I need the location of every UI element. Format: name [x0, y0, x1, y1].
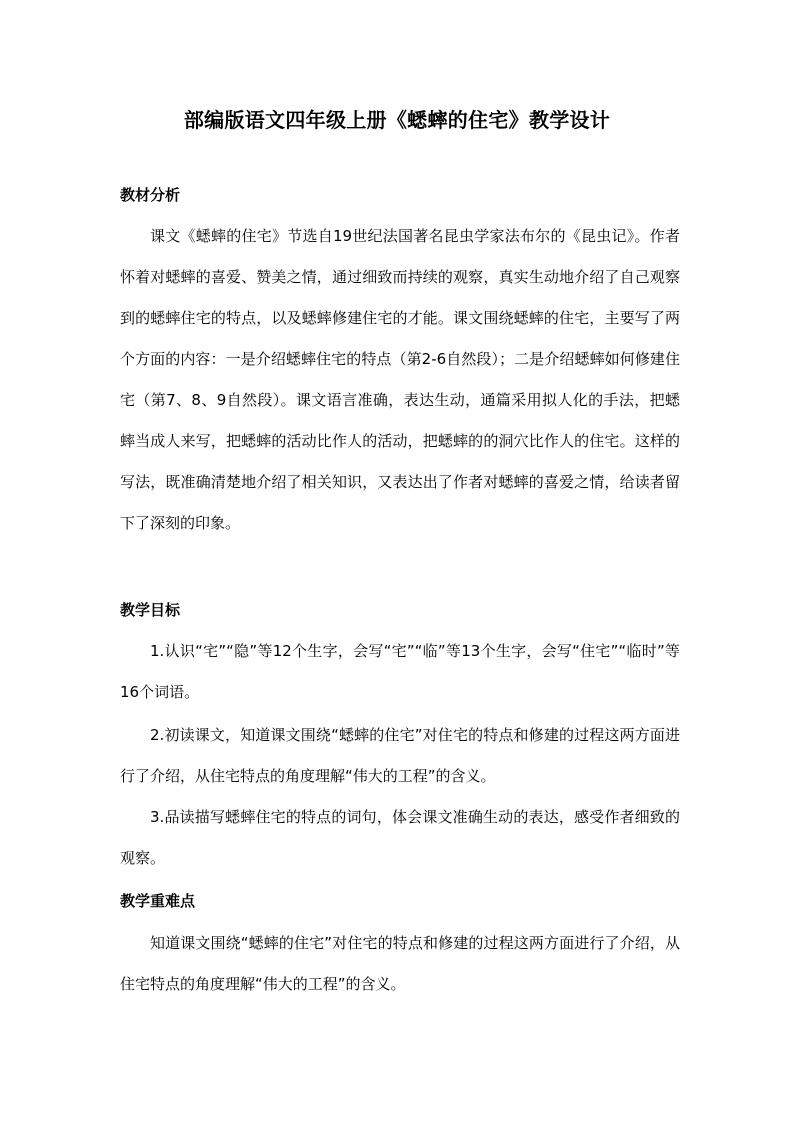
- paragraph-key-difficulties: 知道课文围绕“蟋蟀的住宅”对住宅的特点和修建的过程这两方面进行了介绍，从住宅特点的角度理解“伟大的工程”的含义。: [120, 934, 680, 993]
- paragraph-goal-3: 3.品读描写蟋蟀住宅的特点的词句，体会课文准确生动的表达，感受作者细致的观察。: [120, 808, 680, 867]
- section-heading-teaching-goals: 教学目标: [120, 601, 181, 619]
- paragraph-goal-2: 2.初读课文，知道课文围绕“蟋蟀的住宅”对住宅的特点和修建的过程这两方面进行了介绍，从住宅特点的角度理解“伟大的工程”的含义。: [120, 726, 680, 785]
- section-heading-key-difficulties: 教学重难点: [120, 892, 196, 910]
- paragraph-material-analysis: 课文《蟋蟀的住宅》节选自19世纪法国著名昆虫学家法布尔的《昆虫记》。作者怀着对蟋蟀的喜爱、赞美之情，通过细致而持续的观察，真实生动地介绍了自己观察到的蟋蟀住宅的特点，以及蟋蟀修建住宅的才能。课文围绕蟋蟀的住宅，主要写了两个方面的内容：一是介绍蟋蟀住宅的特点（第2-6自然段）；二是介绍蟋蟀如何修建住宅（第7、8、9自然段）。课文语言准确，表达生动，通篇采用拟人化的手法，把蟋蟀当成人来写，把蟋蟀的活动比作人的活动，把蟋蟀的的洞穴比作人的住宅。这样的写法，既准确清楚地介绍了相关知识，又表达出了作者对蟋蟀的喜爱之情，给读者留下了深刻的印象。: [120, 227, 680, 532]
- section-heading-material-analysis: 教材分析: [120, 186, 181, 204]
- paragraph-goal-1: 1.认识“宅”“隐”等12个生字，会写“宅”“临”等13个生字，会写“住宅”“临时”等16个词语。: [120, 642, 680, 701]
- document-title: 部编版语文四年级上册《蟋蟀的住宅》教学设计: [183, 108, 611, 132]
